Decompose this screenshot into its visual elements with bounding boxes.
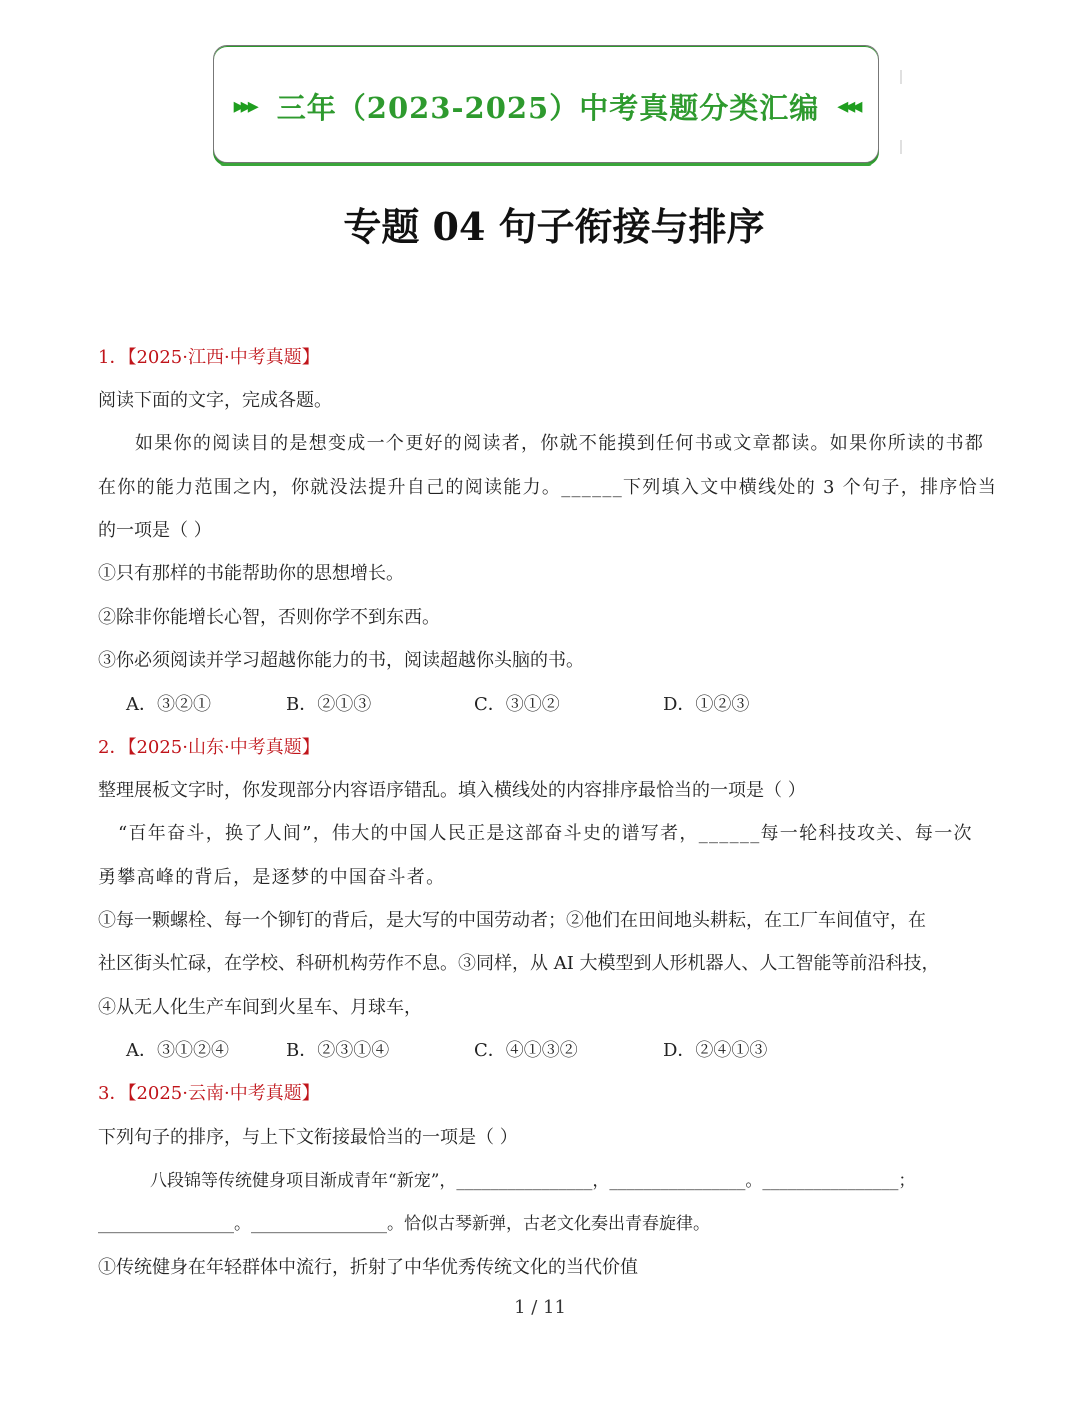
side-decoration: [900, 70, 902, 84]
option-d[interactable]: D．②④①③: [663, 1040, 768, 1061]
question-3-head: 3．【2025·云南·中考真题】: [98, 1083, 320, 1104]
option-b[interactable]: B．②③①④: [286, 1040, 390, 1061]
question-1-passage-line: 在你的能力范围之内，你就没法提升自己的阅读能力。______下列填入文中横线处的 3 个句子，排序恰当: [98, 477, 998, 498]
question-2-item: 社区街头忙碌，在学校、科研机构劳作不息。③同样，从 AI 大模型到人形机器人、人工智能等前沿科技，: [98, 953, 940, 974]
question-1-item: ①只有那样的书能帮助你的思想增长。: [98, 563, 404, 584]
option-c[interactable]: C．④①③②: [474, 1040, 578, 1061]
page-number: 1 / 11: [514, 1297, 566, 1318]
question-2-item: ④从无人化生产车间到火星车、月球车，: [98, 997, 422, 1018]
page-title: 专题 04 句子衔接与排序: [343, 204, 765, 249]
question-2-instruction: 整理展板文字时，你发现部分内容语序错乱。填入横线处的内容排序最恰当的一项是（ ）: [98, 780, 806, 801]
banner-right-arrows-icon: ◂◂◂: [837, 93, 859, 119]
question-3-item: ①传统健身在年轻群体中流行，折射了中华优秀传统文化的当代价值: [98, 1257, 638, 1278]
banner-title: 三年（2023-2025）中考真题分类汇编: [276, 90, 820, 125]
option-a[interactable]: A．③①②④: [126, 1040, 229, 1061]
question-3-passage-line: ________________。________________。恰似古琴新弹，古老文化奏出青春旋律。: [98, 1214, 710, 1234]
question-1-instruction: 阅读下面的文字，完成各题。: [98, 390, 332, 411]
banner-left-arrows-icon: ▸▸▸: [233, 93, 255, 119]
option-d[interactable]: D．①②③: [663, 694, 750, 715]
question-3-passage-line: 八段锦等传统健身项目渐成青年“新宠”，________________，________________。________________；: [150, 1171, 916, 1191]
question-2-passage-line: 勇攀高峰的背后，是逐梦的中国奋斗者。: [98, 867, 446, 888]
question-1-passage-line: 如果你的阅读目的是想变成一个更好的阅读者，你就不能摸到任何书或文章都读。如果你所读的书都: [135, 433, 985, 454]
question-1-head: 1．【2025·江西·中考真题】: [98, 347, 320, 368]
question-1-item: ②除非你能增长心智，否则你学不到东西。: [98, 607, 440, 628]
header-banner: [213, 45, 879, 163]
side-decoration: [900, 140, 902, 154]
option-b[interactable]: B．②①③: [286, 694, 372, 715]
option-a[interactable]: A．③②①: [126, 694, 211, 715]
question-1-passage-line: 的一项是（ ）: [98, 520, 212, 541]
banner-content: [214, 76, 878, 136]
option-c[interactable]: C．③①②: [474, 694, 560, 715]
question-1-item: ③你必须阅读并学习超越你能力的书，阅读超越你头脑的书。: [98, 650, 584, 671]
question-3-instruction: 下列句子的排序，与上下文衔接最恰当的一项是（ ）: [98, 1127, 518, 1148]
question-2-item: ①每一颗螺栓、每一个铆钉的背后，是大写的中国劳动者；②他们在田间地头耕耘，在工厂车间值守，在: [98, 910, 926, 931]
question-2-passage-line: “百年奋斗，换了人间”，伟大的中国人民正是这部奋斗史的谱写者，______每一轮科技攻关、每一次: [118, 823, 973, 844]
question-2-head: 2．【2025·山东·中考真题】: [98, 737, 320, 758]
